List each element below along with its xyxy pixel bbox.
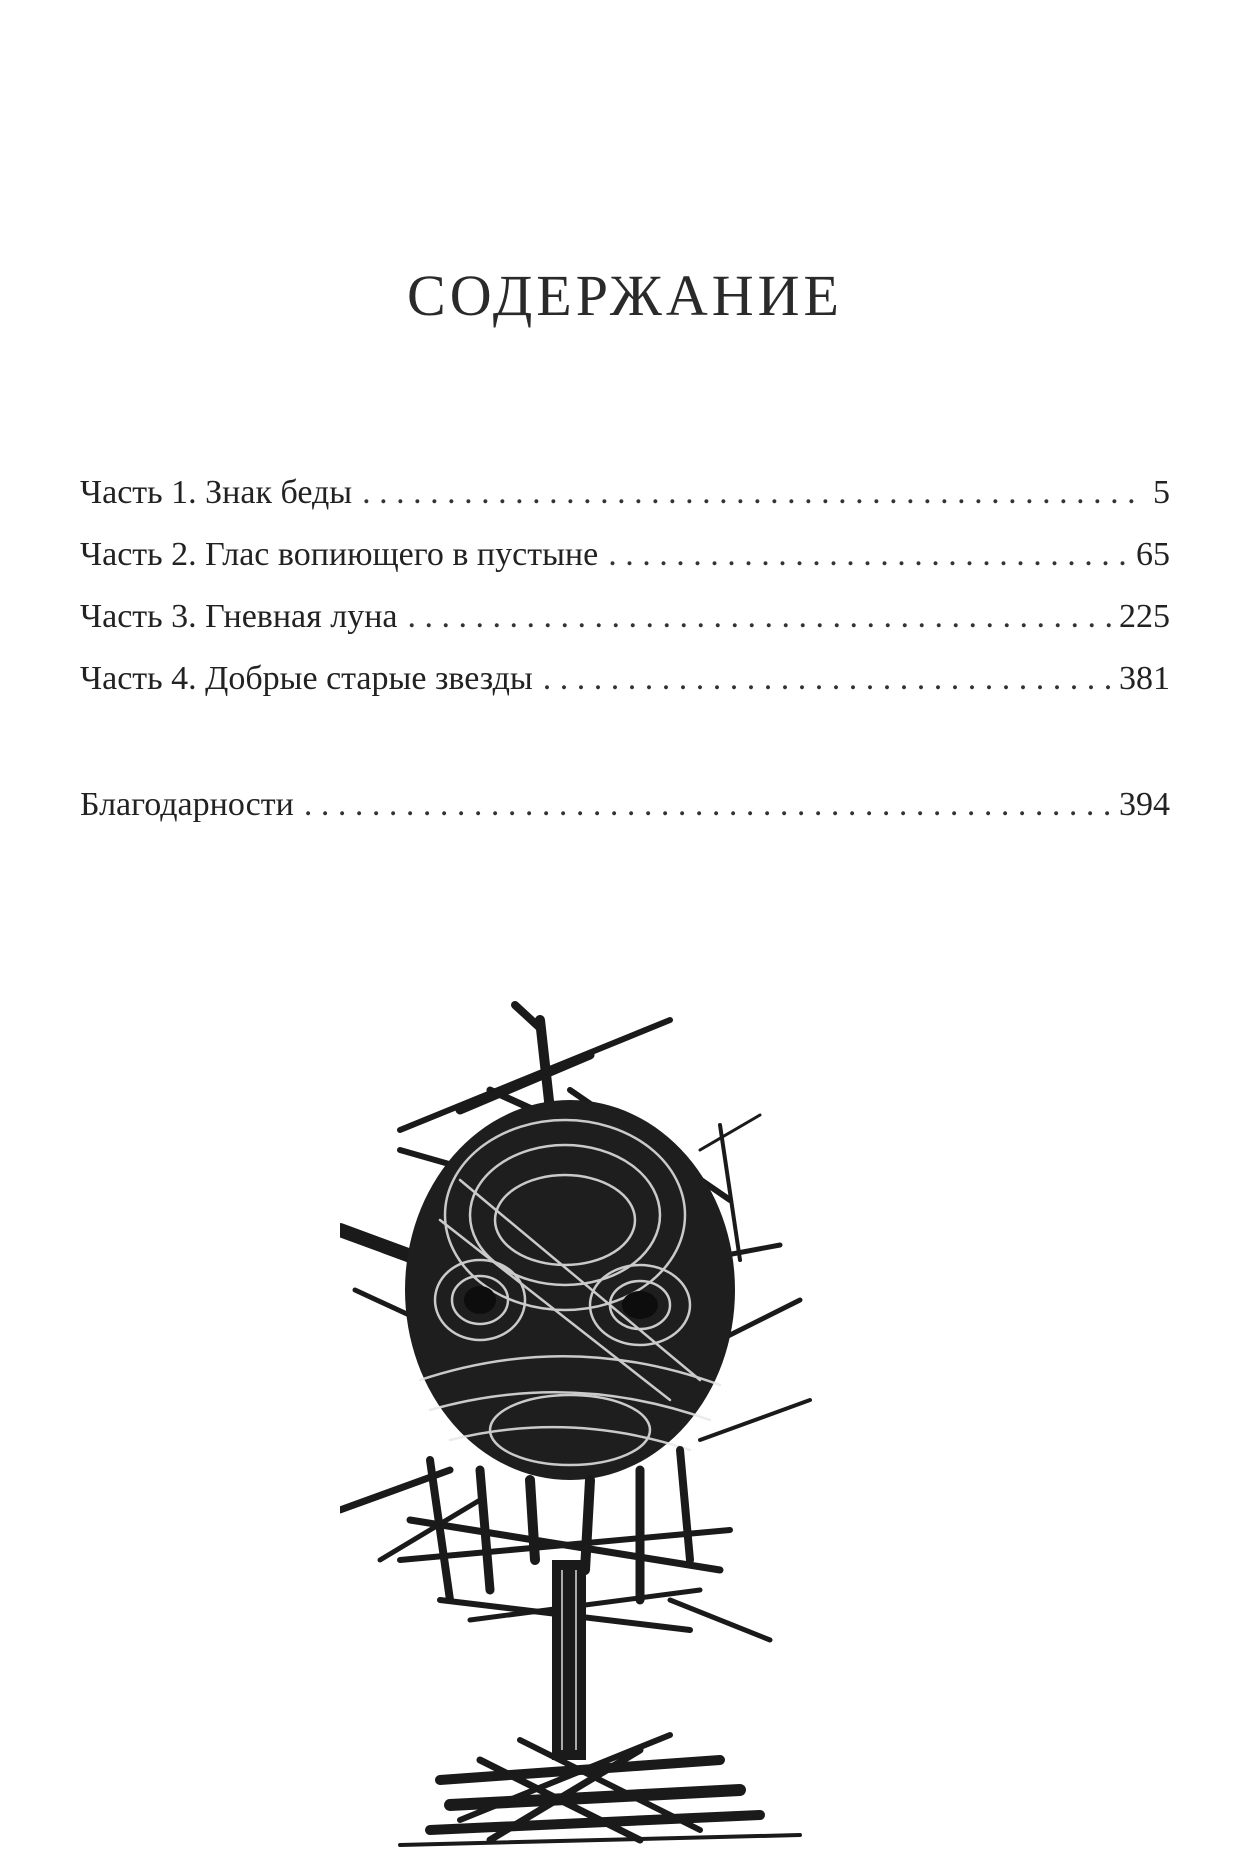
toc-entry-title: Благодарности xyxy=(80,786,294,823)
toc-entry-page: 65 xyxy=(1136,536,1170,573)
toc-entry-page: 394 xyxy=(1119,786,1170,823)
toc-entry-part-3 xyxy=(80,586,1170,648)
dot-leader xyxy=(543,648,1111,710)
toc-entry-part-2 xyxy=(80,524,1170,586)
dot-leader xyxy=(304,774,1111,836)
dot-leader xyxy=(608,524,1128,586)
dot-leader xyxy=(408,586,1111,648)
toc-entry-part-4 xyxy=(80,648,1170,710)
toc-entry-part-1 xyxy=(80,462,1170,524)
toc-entry-title: Часть 2. Глас вопиющего в пустыне xyxy=(80,536,599,573)
thorn-wrapped-head-on-stake-illustration xyxy=(340,1000,880,1850)
toc-entry-title: Часть 4. Добрые старые звезды xyxy=(80,660,533,697)
toc-entry-acknowledgements xyxy=(80,774,1170,836)
table-of-contents xyxy=(80,462,1170,836)
toc-entry-page: 225 xyxy=(1119,598,1170,635)
toc-entry-page: 381 xyxy=(1119,660,1170,697)
toc-entry-title: Часть 1. Знак беды xyxy=(80,474,353,511)
toc-entry-title: Часть 3. Гневная луна xyxy=(80,598,398,635)
page-title: СОДЕРЖАНИЕ xyxy=(407,263,843,328)
toc-entry-page: 5 xyxy=(1153,474,1170,511)
dot-leader xyxy=(362,462,1145,524)
